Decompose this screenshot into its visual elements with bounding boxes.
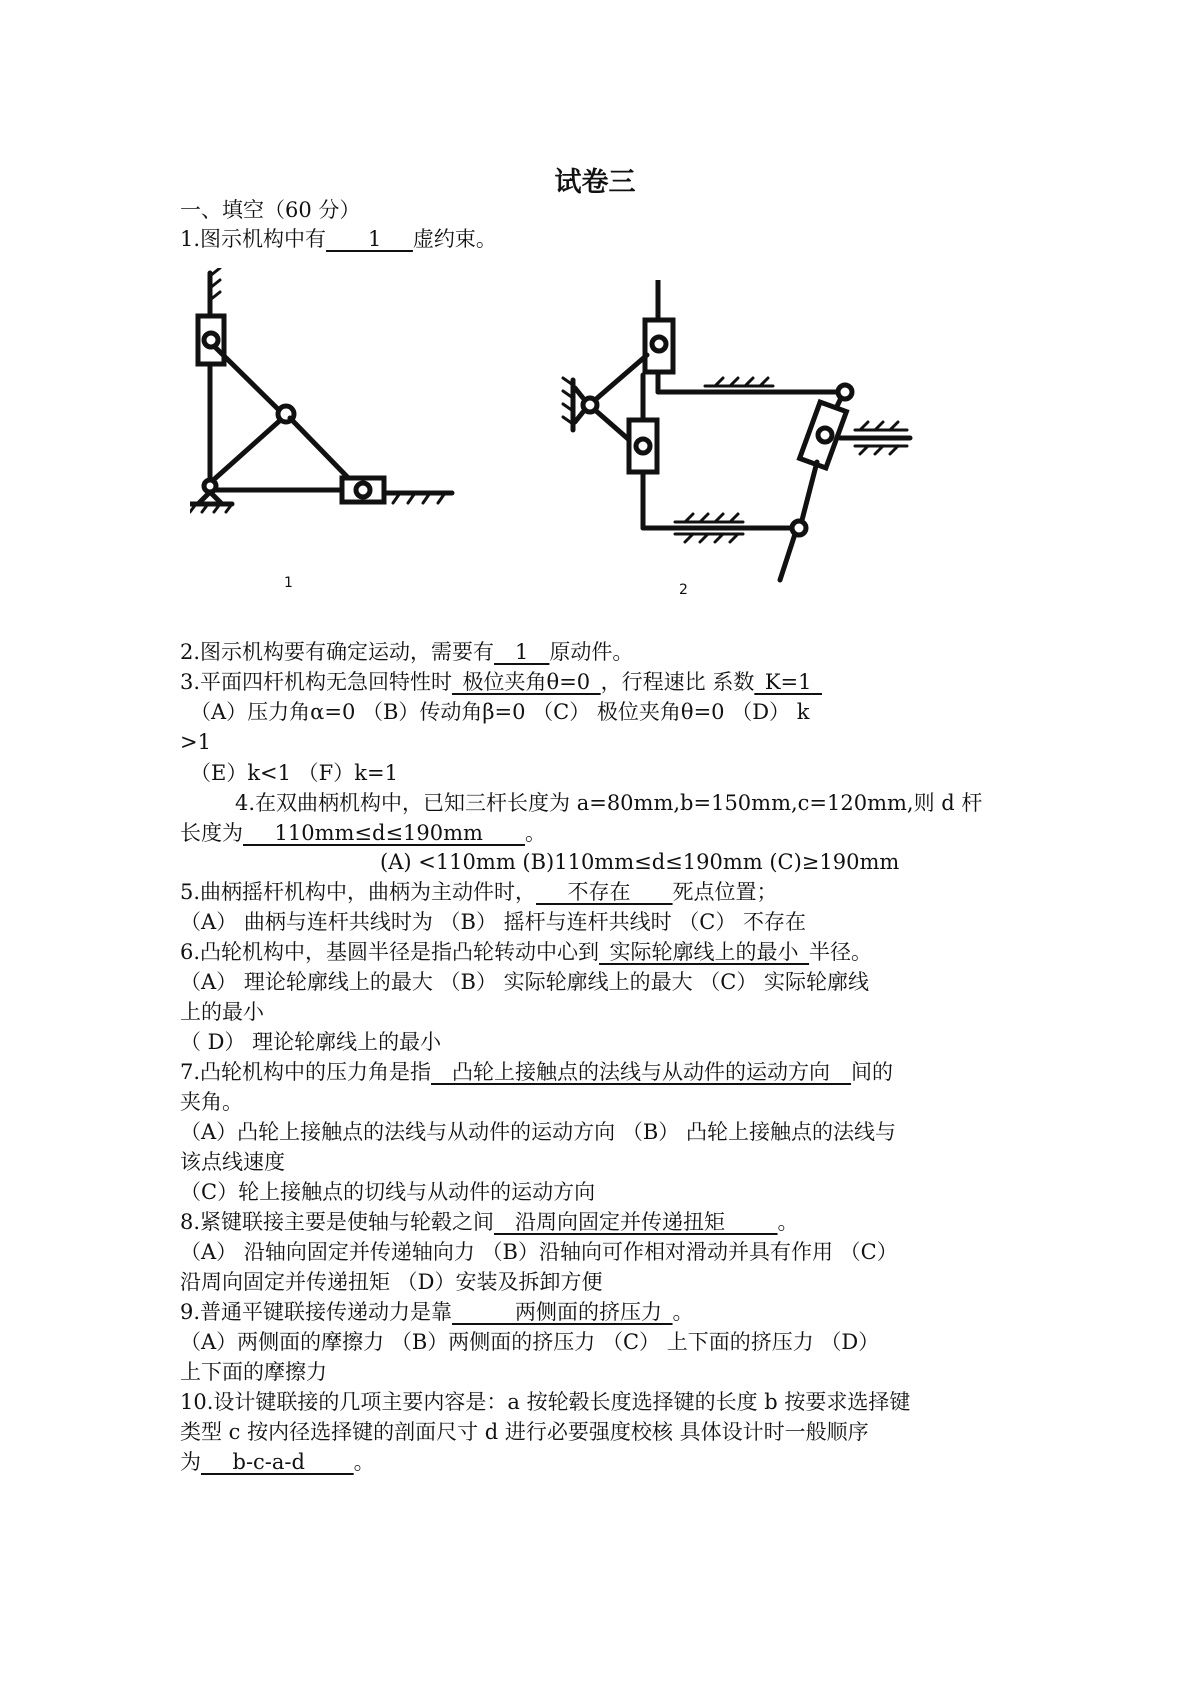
question-7-line2: 夹角。 — [180, 1090, 243, 1114]
q8-text: 8.紧键联接主要是使轴与轮毂之间 — [180, 1210, 495, 1234]
q5-options: （A） 曲柄与连杆共线时为 （B） 摇杆与连杆共线时 （C） 不存在 — [180, 910, 807, 934]
q4-text: 长度为 — [180, 821, 243, 845]
page-title: 试卷三 — [554, 167, 636, 198]
figure-2-caption: 2 — [679, 582, 688, 598]
q6-options-line2: 上的最小 — [180, 1000, 264, 1024]
q3-options-line1: （A）压力角α=0 （B）传动角β=0 （C） 极位夹角θ=0 （D） k — [190, 700, 810, 724]
q3-text-mid: ，行程速比 系数 — [600, 670, 755, 694]
section-heading: 一、填空（60 分） — [180, 198, 361, 222]
question-10: 10.设计键联接的几项主要内容是：a 按轮毂长度选择键的长度 b 按要求选择键 — [180, 1390, 911, 1414]
question-8 — [180, 1208, 799, 1236]
q6-options-line3: （ D） 理论轮廓线上的最小 — [180, 1030, 442, 1054]
q6-answer: _实际轮廓线上的最小_ — [599, 940, 810, 964]
q3-answer-2: _K=1_ — [754, 670, 822, 694]
q8-options-line2: 沿周向固定并传递扭矩 （D）安装及拆卸方便 — [180, 1270, 603, 1294]
q8-text-end: 。 — [777, 1210, 799, 1234]
q3-text: 3.平面四杆机构无急回特性时 — [180, 670, 453, 694]
q7-text: 7.凸轮机构中的压力角是指 — [180, 1060, 432, 1084]
q7-answer: __凸轮上接触点的法线与从动件的运动方向__ — [431, 1060, 852, 1084]
q3-options-line2: >1 — [180, 730, 211, 754]
question-2 — [180, 638, 633, 666]
figure-2-mechanism — [555, 280, 935, 590]
question-7 — [180, 1058, 893, 1086]
q9-text: 9.普通平键联接传递动力是靠 — [180, 1300, 453, 1324]
figure-1-drawing — [190, 268, 480, 548]
q5-text-end: 死点位置； — [672, 880, 778, 904]
q10-text-end: 。 — [353, 1450, 375, 1474]
question-5 — [180, 878, 778, 906]
q5-text: 5.曲柄摇杆机构中，曲柄为主动件时， — [180, 880, 537, 904]
q4-text-end: 。 — [524, 821, 546, 845]
q1-answer: ____1___ — [326, 227, 413, 251]
q6-options-line1: （A） 理论轮廓线上的最大 （B） 实际轮廓线上的最大 （C） 实际轮廓线 — [180, 970, 870, 994]
q8-answer: __沿周向固定并传递扭矩_____ — [494, 1210, 778, 1234]
question-1 — [180, 225, 497, 253]
figure-2-drawing — [555, 280, 935, 590]
question-10-line3 — [180, 1448, 375, 1476]
q8-options-line1: （A） 沿轴向固定并传递轴向力 （B）沿轴向可作相对滑动并具有作用 （C） — [180, 1240, 898, 1264]
q2-answer: __1__ — [494, 640, 550, 664]
q4-options: (A) <110mm (B)110mm≤d≤190mm (C)≥190mm — [380, 850, 900, 874]
q9-options-line2: 上下面的摩擦力 — [180, 1360, 327, 1384]
question-4: 4.在双曲柄机构中，已知三杆长度为 a=80mm,b=150mm,c=120mm,则 d 杆 — [235, 791, 983, 815]
q7-options-line1: （A）凸轮上接触点的法线与从动件的运动方向 （B） 凸轮上接触点的法线与 — [180, 1120, 896, 1144]
question-10-line2: 类型 c 按内径选择键的剖面尺寸 d 进行必要强度校核 具体设计时一般顺序 — [180, 1420, 869, 1444]
q3-answer-1: _极位夹角θ=0_ — [452, 670, 601, 694]
q7-text-end: 间的 — [851, 1060, 894, 1084]
question-6 — [180, 938, 872, 966]
q5-answer: ___不存在____ — [536, 880, 673, 904]
q1-text-end: 虚约束。 — [412, 227, 497, 251]
q3-options-line3: （E）k<1 （F）k=1 — [190, 761, 398, 785]
q2-text: 2.图示机构要有确定运动，需要有 — [180, 640, 495, 664]
q7-options-line2: 该点线速度 — [180, 1150, 285, 1174]
question-4-line2 — [180, 819, 546, 847]
q7-options-line3: （C）轮上接触点的切线与从动件的运动方向 — [180, 1180, 596, 1204]
q1-text: 1.图示机构中有 — [180, 227, 327, 251]
question-3 — [180, 668, 822, 696]
q6-text-end: 半径。 — [809, 940, 873, 964]
q9-text-end: 。 — [672, 1300, 694, 1324]
q10-text: 为 — [180, 1450, 201, 1474]
q9-answer: ______两侧面的挤压力_ — [452, 1300, 673, 1324]
q9-options-line1: （A）两侧面的摩擦力 （B）两侧面的挤压力 （C） 上下面的挤压力 （D） — [180, 1330, 880, 1354]
q4-answer: ___110mm≤d≤190mm____ — [243, 821, 525, 845]
q10-answer: ___b-c-a-d ____ — [201, 1450, 354, 1474]
q2-text-end: 原动件。 — [549, 640, 634, 664]
question-9 — [180, 1298, 694, 1326]
figure-1-caption: 1 — [284, 575, 293, 591]
q6-text: 6.凸轮机构中，基圆半径是指凸轮转动中心到 — [180, 940, 600, 964]
figure-1-mechanism — [190, 268, 480, 548]
